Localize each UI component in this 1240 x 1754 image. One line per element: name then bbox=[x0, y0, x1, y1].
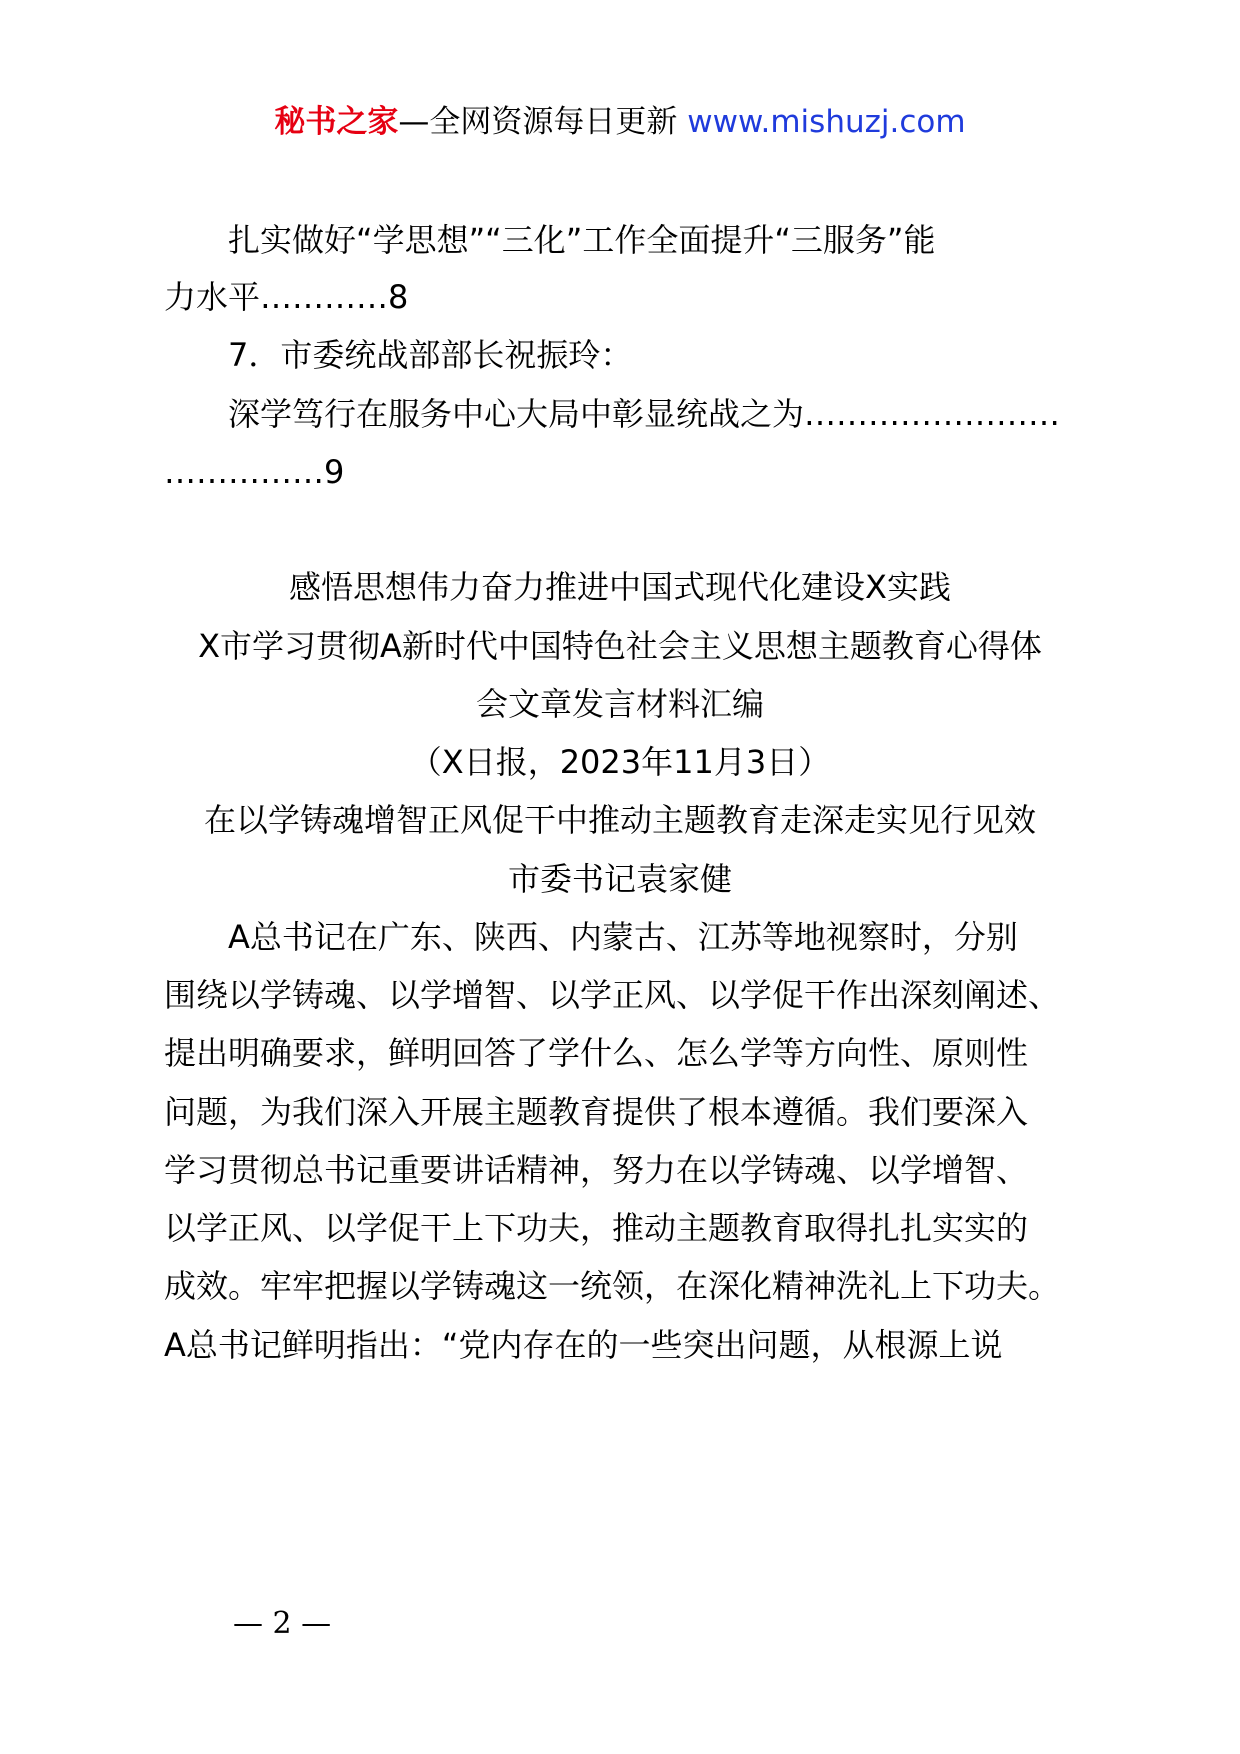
page-number: — 2 — bbox=[233, 1606, 332, 1641]
site-tagline: —全网资源每日更新 bbox=[398, 104, 678, 140]
toc-item7-title-line2: ……………9 bbox=[164, 453, 345, 491]
toc-item6-title-line1: 扎实做好“学思想”“三化”工作全面提升“三服务”能 bbox=[228, 221, 936, 259]
paragraph-line: 围绕以学铸魂、以学增智、以学正风、以学促干作出深刻阐述、 bbox=[164, 976, 1061, 1014]
paragraph-line: 以学正风、以学促干上下功夫，推动主题教育取得扎扎实实的 bbox=[164, 1209, 1029, 1247]
paragraph-line: 提出明确要求，鲜明回答了学什么、怎么学等方向性、原则性 bbox=[164, 1034, 1029, 1072]
paragraph-line: A总书记在广东、陕西、内蒙古、江苏等地视察时，分别 bbox=[228, 918, 1018, 956]
paragraph-line: 成效。牢牢把握以学铸魂这一统领，在深化精神洗礼上下功夫。 bbox=[164, 1267, 1061, 1305]
doc-title-line2: X市学习贯彻A新时代中国特色社会主义思想主题教育心得体 bbox=[198, 627, 1042, 665]
site-header bbox=[0, 100, 1240, 144]
paragraph-line: A总书记鲜明指出：“党内存在的一些突出问题，从根源上说 bbox=[164, 1326, 1003, 1364]
toc-item6-title-line2: 力水平…………8 bbox=[164, 278, 409, 316]
site-brand: 秘书之家 bbox=[274, 104, 399, 140]
toc-item7-author: 7．市委统战部部长祝振玲： bbox=[228, 336, 633, 374]
site-url-link[interactable]: www.mishuzj.com bbox=[687, 104, 966, 140]
paragraph-line: 学习贯彻总书记重要讲话精神，努力在以学铸魂、以学增智、 bbox=[164, 1151, 1029, 1189]
article-author: 市委书记袁家健 bbox=[507, 860, 732, 898]
paragraph-line: 问题，为我们深入开展主题教育提供了根本遵循。我们要深入 bbox=[164, 1093, 1029, 1131]
doc-title-line3: 会文章发言材料汇编 bbox=[475, 685, 764, 723]
toc-item7-title-line1: 深学笃行在服务中心大局中彰显统战之为…………………… bbox=[228, 395, 1061, 433]
doc-source: （X日报，2023年11月3日） bbox=[409, 743, 831, 781]
doc-title-line1: 感悟思想伟力奋力推进中国式现代化建设X实践 bbox=[289, 568, 951, 606]
article-title: 在以学铸魂增智正风促干中推动主题教育走深走实见行见效 bbox=[203, 801, 1036, 839]
